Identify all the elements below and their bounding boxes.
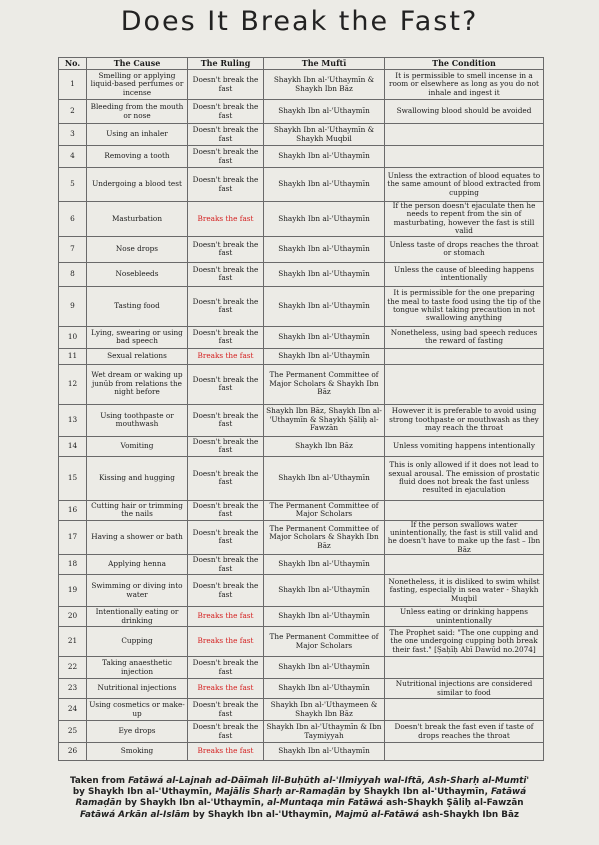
ruling-cell: Doesn't break the fast <box>188 404 264 436</box>
ruling-cell: Breaks the fast <box>188 607 264 627</box>
mufti-cell: Shaykh Ibn al-'Uthaymīn <box>264 100 385 124</box>
mufti-cell: The Permanent Committee of Major Scholars <box>264 627 385 657</box>
row-number: 10 <box>59 326 87 348</box>
condition-cell: Unless the cause of bleeding happens intentionally <box>385 262 544 286</box>
row-number: 6 <box>59 202 87 237</box>
table-row <box>59 500 544 520</box>
ruling-cell: Breaks the fast <box>188 743 264 761</box>
condition-cell: It is permissible for the one preparing the meal to taste food using the tip of the tongue whilst taking precaution in not swallowing anything <box>385 286 544 326</box>
condition-cell: Swallowing blood should be avoided <box>385 100 544 124</box>
header-mufti: The Muftī <box>264 58 385 70</box>
ruling-cell: Doesn't break the fast <box>188 146 264 168</box>
row-number: 2 <box>59 100 87 124</box>
ruling-cell: Doesn't break the fast <box>188 699 264 721</box>
source-text: ash-Shaykh Ṣāliḥ al-Fawzān <box>383 798 524 809</box>
row-number: 14 <box>59 436 87 456</box>
header-condition: The Condition <box>385 58 544 70</box>
ruling-cell: Doesn't break the fast <box>188 436 264 456</box>
condition-cell <box>385 657 544 679</box>
cause-cell: Eye drops <box>87 721 188 743</box>
condition-cell <box>385 146 544 168</box>
source-text: by Shaykh Ibn al-'Uthaymīn, <box>72 787 216 798</box>
source-text: Taken from <box>69 776 129 786</box>
cause-cell: Removing a tooth <box>87 146 188 168</box>
ruling-cell: Doesn't break the fast <box>188 500 264 520</box>
mufti-cell: Shaykh Ibn al-'Uthaymīn & Ibn Taymiyyah <box>264 721 385 743</box>
ruling-cell: Doesn't break the fast <box>188 70 264 100</box>
table-row <box>59 657 544 679</box>
row-number: 12 <box>59 364 87 404</box>
row-number: 11 <box>59 348 87 364</box>
mufti-cell: Shaykh Ibn al-'Uthaymīn <box>264 262 385 286</box>
row-number: 17 <box>59 520 87 555</box>
mufti-cell: Shaykh Ibn Bāz, Shaykh Ibn al-'Uthaymīn & Shaykh Ṣāliḥ al-Fawzān <box>264 404 385 436</box>
cause-cell: Cupping <box>87 627 188 657</box>
cause-cell: Cutting hair or trimming the nails <box>87 500 188 520</box>
source-text: by Shaykh Ibn al-'Uthaymīn, <box>189 809 336 820</box>
condition-cell: However it is preferable to avoid using strong toothpaste or mouthwash as they may reach the throat <box>385 404 544 436</box>
ruling-cell: Doesn't break the fast <box>188 236 264 262</box>
fasting-rulings-table <box>58 57 544 761</box>
mufti-cell: Shaykh Ibn al-'Uthaymīn <box>264 286 385 326</box>
ruling-cell: Doesn't break the fast <box>188 124 264 146</box>
mufti-cell: Shaykh Ibn al-'Uthaymīn <box>264 575 385 607</box>
mufti-cell: Shaykh Ibn al-'Uthaymīn <box>264 743 385 761</box>
condition-cell: Unless vomiting happens intentionally <box>385 436 544 456</box>
source-title: Fatāwá al-Lajnah ad-Dāīmah lil-Buḥūth al-'Ilmiyyah wal-Iftā, Ash-Sharḥ al-Mumti' <box>128 776 530 786</box>
footer-line <box>0 787 599 798</box>
ruling-cell: Doesn't break the fast <box>188 575 264 607</box>
mufti-cell: The Permanent Committee of Major Scholars <box>264 500 385 520</box>
row-number: 5 <box>59 168 87 202</box>
row-number: 18 <box>59 555 87 575</box>
cause-cell: Using toothpaste or mouthwash <box>87 404 188 436</box>
table-row <box>59 326 544 348</box>
condition-cell <box>385 124 544 146</box>
table-row <box>59 146 544 168</box>
cause-cell: Wet dream or waking up junūb from relations the night before <box>87 364 188 404</box>
condition-cell: Unless taste of drops reaches the throat or stomach <box>385 236 544 262</box>
source-title: Ramaḍān <box>75 798 122 809</box>
table-row <box>59 436 544 456</box>
mufti-cell: Shaykh Ibn al-'Uthaymīn <box>264 348 385 364</box>
cause-cell: Masturbation <box>87 202 188 237</box>
mufti-cell: Shaykh Ibn al-'Uthaymeen & Shaykh Ibn Bāz <box>264 699 385 721</box>
condition-cell: It is permissible to smell incense in a room or elsewhere as long as you do not inhale and ingest it <box>385 70 544 100</box>
cause-cell: Kissing and hugging <box>87 456 188 500</box>
ruling-cell: Doesn't break the fast <box>188 326 264 348</box>
row-number: 9 <box>59 286 87 326</box>
cause-cell: Bleeding from the mouth or nose <box>87 100 188 124</box>
row-number: 4 <box>59 146 87 168</box>
ruling-cell: Doesn't break the fast <box>188 100 264 124</box>
mufti-cell: Shaykh Ibn Bāz <box>264 436 385 456</box>
row-number: 16 <box>59 500 87 520</box>
source-title: Fatāwá Arkān al-Islām <box>79 809 190 820</box>
mufti-cell: Shaykh Ibn al-'Uthaymīn <box>264 456 385 500</box>
mufti-cell: The Permanent Committee of Major Scholars & Shaykh Ibn Bāz <box>264 364 385 404</box>
row-number: 3 <box>59 124 87 146</box>
condition-cell: If the person doesn't ejaculate then he needs to repent from the sin of masturbating, however the fast is still valid <box>385 202 544 237</box>
table-row <box>59 743 544 761</box>
cause-cell: Having a shower or bath <box>87 520 188 555</box>
condition-cell: Unless the extraction of blood equates to the same amount of blood extracted from cupping <box>385 168 544 202</box>
table-row <box>59 607 544 627</box>
table-row <box>59 555 544 575</box>
condition-cell: If the person swallows water unintentionally, the fast is still valid and he doesn't have to make up the fast – Ibn Bāz <box>385 520 544 555</box>
row-number: 8 <box>59 262 87 286</box>
table-row <box>59 721 544 743</box>
table-row <box>59 520 544 555</box>
mufti-cell: Shaykh Ibn al-'Uthaymīn <box>264 236 385 262</box>
ruling-cell: Doesn't break the fast <box>188 168 264 202</box>
condition-cell: Nutritional injections are considered similar to food <box>385 679 544 699</box>
table-row <box>59 286 544 326</box>
condition-cell <box>385 555 544 575</box>
row-number: 1 <box>59 70 87 100</box>
ruling-cell: Breaks the fast <box>188 348 264 364</box>
mufti-cell: Shaykh Ibn al-'Uthaymīn <box>264 168 385 202</box>
table-row <box>59 262 544 286</box>
cause-cell: Using an inhaler <box>87 124 188 146</box>
row-number: 13 <box>59 404 87 436</box>
cause-cell: Tasting food <box>87 286 188 326</box>
condition-cell: Nonetheless, it is disliked to swim whilst fasting, especially in sea water - Shaykh Muqbil <box>385 575 544 607</box>
mufti-cell: Shaykh Ibn al-'Uthaymīn <box>264 679 385 699</box>
mufti-cell: Shaykh Ibn al-'Uthaymīn <box>264 146 385 168</box>
cause-cell: Taking anaesthetic injection <box>87 657 188 679</box>
ruling-cell: Doesn't break the fast <box>188 721 264 743</box>
cause-cell: Lying, swearing or using bad speech <box>87 326 188 348</box>
cause-cell: Sexual relations <box>87 348 188 364</box>
row-number: 7 <box>59 236 87 262</box>
cause-cell: Nose drops <box>87 236 188 262</box>
row-number: 24 <box>59 699 87 721</box>
sources-footer <box>0 776 599 821</box>
mufti-cell: The Permanent Committee of Major Scholars & Shaykh Ibn Bāz <box>264 520 385 555</box>
condition-cell <box>385 500 544 520</box>
ruling-cell: Doesn't break the fast <box>188 262 264 286</box>
source-title: Fatāwá <box>490 787 527 798</box>
row-number: 15 <box>59 456 87 500</box>
header-cause: The Cause <box>87 58 188 70</box>
table-row <box>59 456 544 500</box>
row-number: 23 <box>59 679 87 699</box>
ruling-cell: Doesn't break the fast <box>188 520 264 555</box>
table-row <box>59 627 544 657</box>
source-title: Majālis Sharḥ ar-Ramaḍān <box>215 787 346 798</box>
cause-cell: Smelling or applying liquid-based perfumes or incense <box>87 70 188 100</box>
table-row <box>59 168 544 202</box>
footer-line <box>0 776 599 787</box>
ruling-cell: Breaks the fast <box>188 627 264 657</box>
cause-cell: Undergoing a blood test <box>87 168 188 202</box>
footer-line <box>0 810 599 821</box>
mufti-cell: Shaykh Ibn al-'Uthaymīn <box>264 326 385 348</box>
condition-cell: Unless eating or drinking happens unintentionally <box>385 607 544 627</box>
source-text: ash-Shaykh Ibn Bāz <box>419 809 520 820</box>
table-row <box>59 70 544 100</box>
mufti-cell: Shaykh Ibn al-'Uthaymīn <box>264 555 385 575</box>
page-title: Does It Break the Fast? <box>120 6 479 37</box>
condition-cell <box>385 743 544 761</box>
source-text: by Shaykh Ibn al-'Uthaymīn, <box>345 787 491 798</box>
mufti-cell: Shaykh Ibn al-'Uthaymīn <box>264 657 385 679</box>
table-row <box>59 236 544 262</box>
table-row <box>59 679 544 699</box>
cause-cell: Using cosmetics or make-up <box>87 699 188 721</box>
mufti-cell: Shaykh Ibn al-'Uthaymīn & Shaykh Muqbil <box>264 124 385 146</box>
header-ruling: The Ruling <box>188 58 264 70</box>
table-row <box>59 364 544 404</box>
ruling-cell: Doesn't break the fast <box>188 364 264 404</box>
ruling-cell: Breaks the fast <box>188 202 264 237</box>
table-row <box>59 100 544 124</box>
source-text: by Shaykh Ibn al-'Uthaymīn, <box>121 798 268 809</box>
table-row <box>59 699 544 721</box>
table-row <box>59 348 544 364</box>
condition-cell: This is only allowed if it does not lead to sexual arousal. The emission of prostatic fluid does not break the fast unless resulted in ejaculation <box>385 456 544 500</box>
ruling-cell: Doesn't break the fast <box>188 555 264 575</box>
cause-cell: Swimming or diving into water <box>87 575 188 607</box>
table-row <box>59 575 544 607</box>
ruling-cell: Doesn't break the fast <box>188 657 264 679</box>
cause-cell: Applying henna <box>87 555 188 575</box>
cause-cell: Smoking <box>87 743 188 761</box>
table-row <box>59 202 544 237</box>
condition-cell: Nonetheless, using bad speech reduces the reward of fasting <box>385 326 544 348</box>
footer-line <box>0 798 599 809</box>
table-row <box>59 404 544 436</box>
cause-cell: Intentionally eating or drinking <box>87 607 188 627</box>
cause-cell: Nutritional injections <box>87 679 188 699</box>
row-number: 26 <box>59 743 87 761</box>
row-number: 19 <box>59 575 87 607</box>
condition-cell <box>385 699 544 721</box>
ruling-cell: Doesn't break the fast <box>188 456 264 500</box>
cause-cell: Nosebleeds <box>87 262 188 286</box>
condition-cell: The Prophet said: "The one cupping and the one undergoing cupping both break their fast." [Ṣaḥīḥ Abī Dawūd no.2074] <box>385 627 544 657</box>
table-header-row <box>59 58 544 70</box>
ruling-cell: Doesn't break the fast <box>188 286 264 326</box>
mufti-cell: Shaykh Ibn al-'Uthaymīn & Shaykh Ibn Bāz <box>264 70 385 100</box>
mufti-cell: Shaykh Ibn al-'Uthaymīn <box>264 607 385 627</box>
cause-cell: Vomiting <box>87 436 188 456</box>
source-title: Majmū al-Fatāwá <box>335 809 420 820</box>
condition-cell: Doesn't break the fast even if taste of drops reaches the throat <box>385 721 544 743</box>
row-number: 25 <box>59 721 87 743</box>
ruling-cell: Breaks the fast <box>188 679 264 699</box>
condition-cell <box>385 348 544 364</box>
condition-cell <box>385 364 544 404</box>
mufti-cell: Shaykh Ibn al-'Uthaymīn <box>264 202 385 237</box>
table-row <box>59 124 544 146</box>
row-number: 20 <box>59 607 87 627</box>
row-number: 21 <box>59 627 87 657</box>
header-no: No. <box>59 58 87 70</box>
source-title: al-Muntaqa min Fatāwá <box>267 798 384 809</box>
row-number: 22 <box>59 657 87 679</box>
